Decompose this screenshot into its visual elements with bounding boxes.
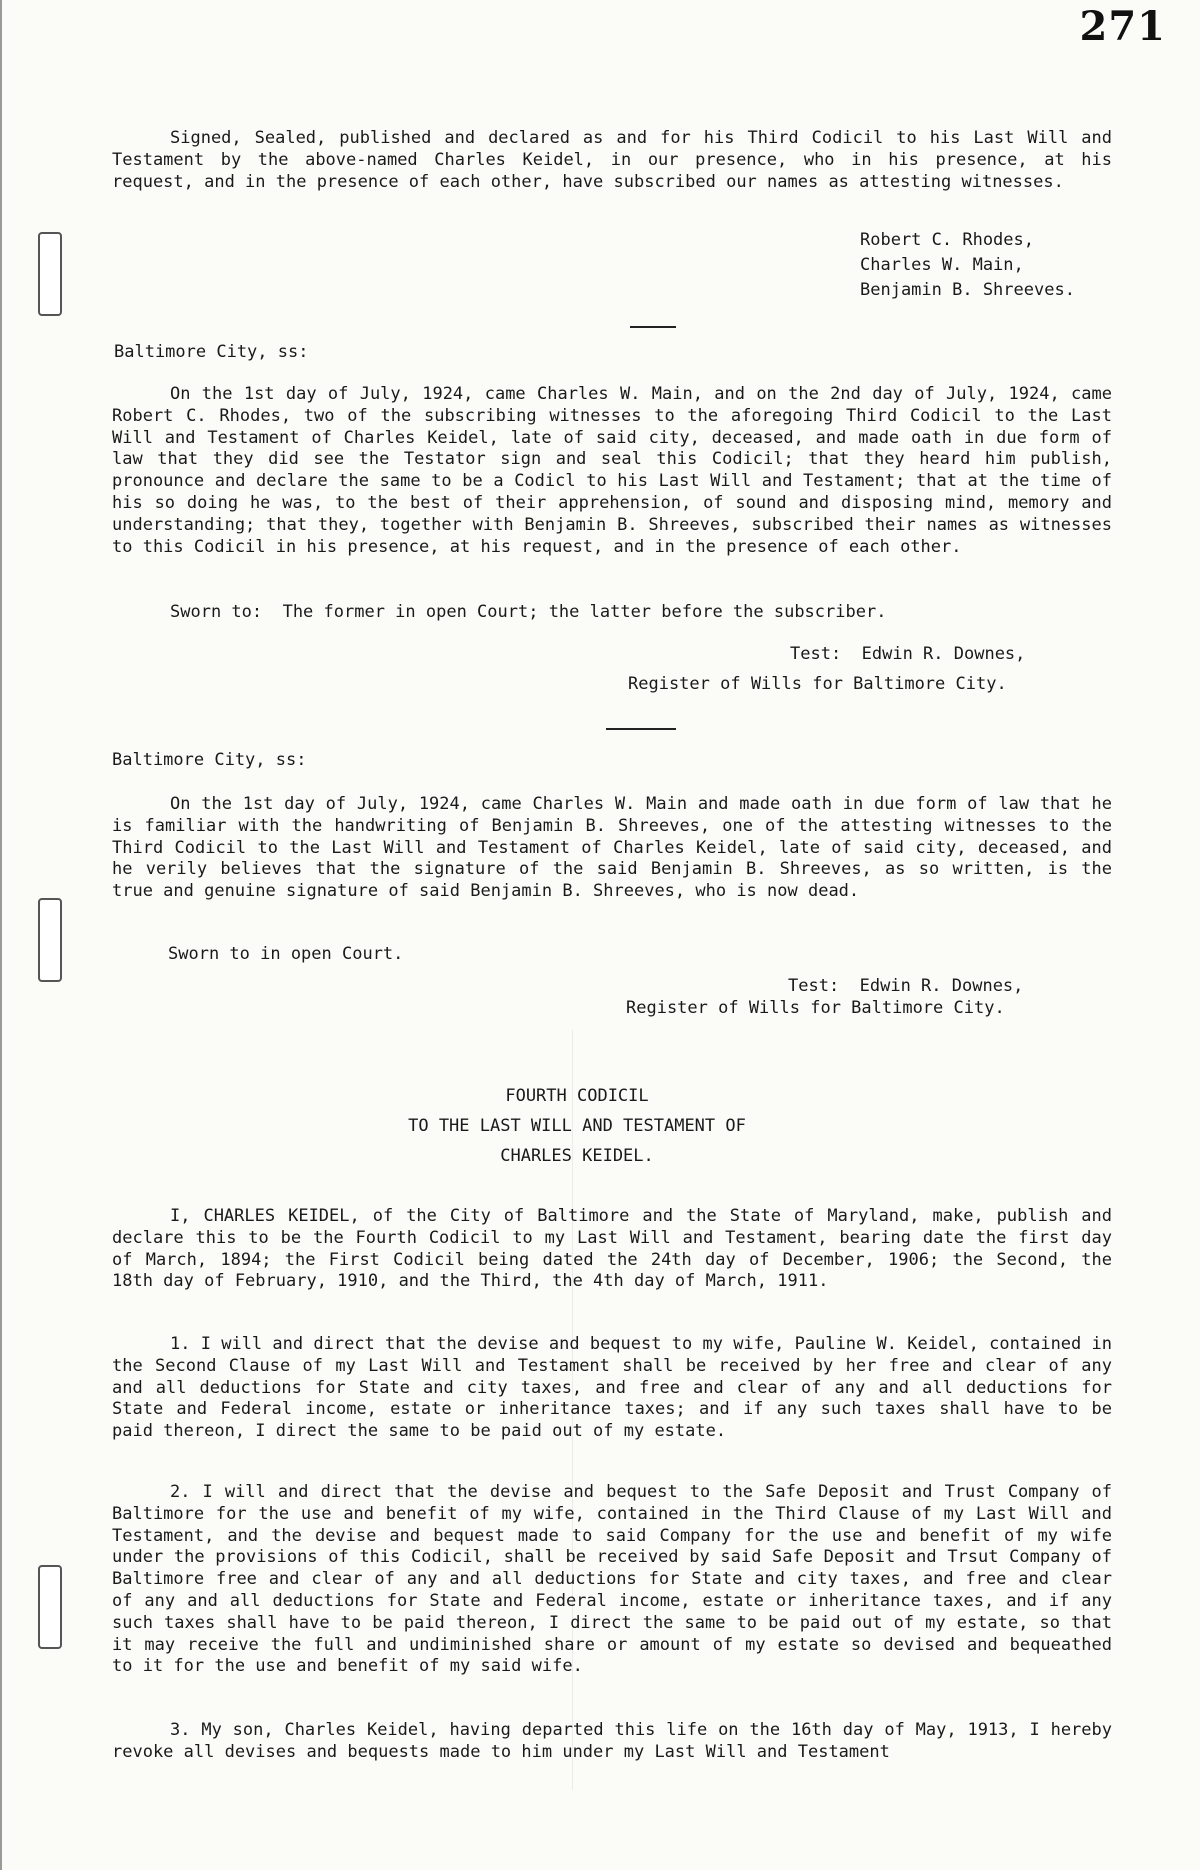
venue-line: Baltimore City, ss: bbox=[114, 342, 309, 362]
codicil-item-2: 2. I will and direct that the devise and bequest to the Safe Deposit and Trust Company of Baltimore for the use and benefit of my wife, contained in the Third Clause of my Last Will and Testament, and the devise and bequest made to said Company for the use and benefit of my wife under the provisions of this Codicil, shall be received by said Safe Deposit and Trsut Company of Baltimore free and clear of any and all deductions for State and city taxes, and free and clear of any and all deductions for State and Federal income, estate or inheritance taxes, and if any such taxes shall have to be paid thereon, I direct the same to be paid out of my estate, so that it may receive the full and undiminished share or amount of my estate so devised and bequeathed to it for the use and benefit of my said wife. bbox=[112, 1482, 1112, 1677]
test-line: Test: Edwin R. Downes, bbox=[790, 644, 1026, 664]
page-number: 271 bbox=[1079, 3, 1166, 50]
witness-name: Benjamin B. Shreeves. bbox=[860, 280, 1075, 300]
section-divider bbox=[606, 728, 676, 730]
codicil-intro: I, CHARLES KEIDEL, of the City of Baltimore and the State of Maryland, make, publish and declare this to be the Fourth Codicil to my Last Will and Testament, bearing date the first day of March, 1894; the First Codicil being dated the 24th day of December, 1906; the Second, the 18th day of February, 1910, and the Third, the 4th day of March, 1911. bbox=[112, 1206, 1112, 1292]
codicil-item-1: 1. I will and direct that the devise and bequest to my wife, Pauline W. Keidel, contained in the Second Clause of my Last Will and Testament shall be received by her free and clear of any and all deductions for State and city taxes, and free and clear of any and all deductions for State and Federal income, estate or inheritance taxes; and if any such taxes shall have to be paid thereon, I direct the same to be paid out of my estate. bbox=[112, 1334, 1112, 1442]
witness-name: Charles W. Main, bbox=[860, 255, 1024, 275]
register-line: Register of Wills for Baltimore City. bbox=[626, 998, 1005, 1018]
venue-line: Baltimore City, ss: bbox=[112, 750, 307, 770]
second-oath-paragraph: On the 1st day of July, 1924, came Charles W. Main and made oath in due form of law that he is familiar with the handwriting of Benjamin B. Shreeves, one of the attesting witnesses to the Third Codicil to the Last Will and Testament of Charles Keidel, late of said city, deceased, and he verily believes that the signature of the said Benjamin B. Shreeves, as so written, is the true and genuine signature of said Benjamin B. Shreeves, who is now dead. bbox=[112, 794, 1112, 902]
attestation-paragraph: Signed, Sealed, published and declared as and for his Third Codicil to his Last Will and Testament by the above-named Charles Keidel, in our presence, who in his presence, at his request, and in the presence of each other, have subscribed our names as attesting witnesses. bbox=[112, 128, 1112, 192]
sworn-line: Sworn to: The former in open Court; the latter before the subscriber. bbox=[170, 602, 887, 622]
binder-hole bbox=[38, 898, 62, 982]
witness-name: Robert C. Rhodes, bbox=[860, 230, 1034, 250]
test-line: Test: Edwin R. Downes, bbox=[788, 976, 1024, 996]
codicil-testator: CHARLES KEIDEL. bbox=[500, 1146, 654, 1166]
binder-hole bbox=[38, 232, 62, 316]
codicil-subheading: TO THE LAST WILL AND TESTAMENT OF bbox=[408, 1116, 746, 1136]
register-line: Register of Wills for Baltimore City. bbox=[628, 674, 1007, 694]
section-divider bbox=[630, 326, 676, 328]
sworn-line: Sworn to in open Court. bbox=[168, 944, 404, 964]
codicil-item-3: 3. My son, Charles Keidel, having departed this life on the 16th day of May, 1913, I hereby revoke all devises and bequests made to him under my Last Will and Testament bbox=[112, 1720, 1112, 1762]
first-oath-paragraph: On the 1st day of July, 1924, came Charles W. Main, and on the 2nd day of July, 1924, came Robert C. Rhodes, two of the subscribing witnesses to the aforegoing Third Codicil to the Last Will and Testament of Charles Keidel, late of said city, deceased, and made oath in due form of law that they did see the Testator sign and seal this Codicil; that they heard him publish, pronounce and declare the same to be a Codicl to his Last Will and Testament; that at the time of his so doing he was, to the best of their apprehension, of sound and disposing mind, memory and understanding; that they, together with Benjamin B. Shreeves, subscribed their names as witnesses to this Codicil in his presence, at his request, and in the presence of each other. bbox=[112, 384, 1112, 557]
binder-hole bbox=[38, 1565, 62, 1649]
witness-signatures bbox=[860, 228, 1075, 303]
codicil-heading: FOURTH CODICIL bbox=[505, 1086, 649, 1106]
